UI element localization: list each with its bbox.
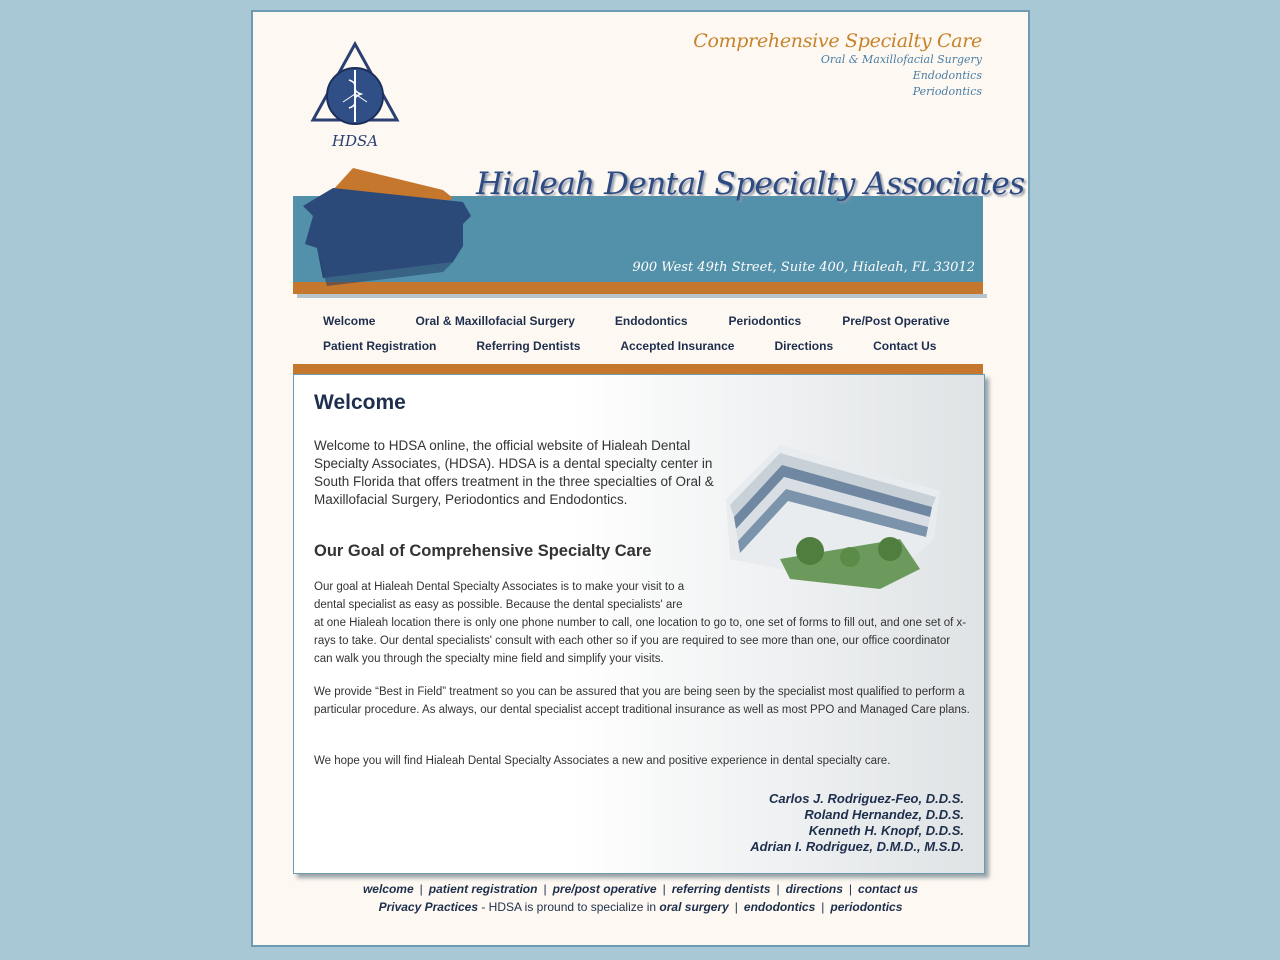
nav-welcome[interactable]: Welcome — [323, 313, 376, 328]
signature-2: Roland Hernandez, D.D.S. — [804, 807, 964, 822]
footer-link-privacy[interactable]: Privacy Practices — [378, 900, 478, 914]
signature-1: Carlos J. Rodriguez-Feo, D.D.S. — [768, 791, 964, 806]
footer-link-contact-us[interactable]: contact us — [858, 882, 919, 896]
footer-link-referring-dentists[interactable]: referring dentists — [671, 882, 771, 896]
goal-paragraph-rest: at one Hialeah location there is only one phone number to call, one location to go to, one set of forms to fill out, and one set of x-rays to take. Our dental specialists' consult with each other so if you are required to see more than one, our office coordinator can walk you through the specialty mine field and simplify your visits. — [314, 617, 967, 665]
signature-3: Kenneth H. Knopf, D.D.S. — [808, 823, 964, 838]
goal-paragraph — [314, 578, 970, 668]
signatures — [750, 791, 964, 855]
nav-periodontics[interactable]: Periodontics — [728, 313, 802, 328]
closing-paragraph: We hope you will find Hialeah Dental Specialty Associates a new and positive experience in dental specialty care. — [314, 755, 891, 767]
goal-heading: Our Goal of Comprehensive Specialty Care — [314, 542, 652, 560]
footer-link-endodontics[interactable]: endodontics — [743, 900, 816, 914]
specialty-endodontics: Endodontics — [912, 69, 982, 82]
footer-link-patient-registration[interactable]: patient registration — [428, 882, 538, 896]
content-panel — [293, 374, 985, 874]
footer-pround-text: - HDSA is pround to specialize in — [478, 900, 660, 914]
tagline: Comprehensive Specialty Care — [693, 30, 982, 52]
nav-directions[interactable]: Directions — [774, 338, 834, 353]
building-photo — [720, 439, 942, 595]
footer-row-1: welcome | patient registration | pre/post operative | referring dentists | directions | contact us — [362, 882, 919, 896]
footer-link-directions[interactable]: directions — [785, 882, 843, 896]
footer-link-oral-surgery[interactable]: oral surgery — [659, 900, 729, 914]
footer-link-periodontics[interactable]: periodontics — [830, 900, 903, 914]
tagline-block — [693, 30, 982, 100]
specialty-periodontics: Periodontics — [912, 85, 982, 98]
banner-shadow — [297, 294, 987, 298]
banner — [293, 166, 1025, 300]
nav-pre-post-operative[interactable]: Pre/Post Operative — [842, 313, 950, 328]
specialty-oral-surgery: Oral & Maxillofacial Surgery — [820, 53, 982, 66]
logo-text: HDSA — [331, 132, 379, 150]
intro-text: Welcome to HDSA online, the official website of Hialeah Dental Specialty Associates, (HDSA). HDSA is a dental specialty center in South Florida that offers treatment in the three specialties of Oral & Maxillofacial Surgery, Periodontics and Endodontics. — [314, 438, 714, 507]
banner-title: Hialeah Dental Specialty Associates — [476, 166, 1025, 202]
nav-referring-dentists[interactable]: Referring Dentists — [476, 338, 581, 353]
goal-paragraph-line-1: Our goal at Hialeah Dental Specialty Associates is to make your visit to a — [314, 581, 685, 593]
nav-contact-us[interactable]: Contact Us — [873, 338, 937, 353]
nav-row-2 — [323, 333, 963, 358]
nav-patient-registration[interactable]: Patient Registration — [323, 338, 437, 353]
main-nav — [323, 308, 963, 358]
nav-row-1 — [323, 308, 963, 333]
nav-oral-surgery[interactable]: Oral & Maxillofacial Surgery — [415, 313, 575, 328]
footer-link-welcome[interactable]: welcome — [362, 882, 414, 896]
building-silhouette-icon — [293, 166, 483, 286]
nav-endodontics[interactable]: Endodontics — [614, 313, 688, 328]
goal-paragraph-line-2: dental specialist as easy as possible. Because the dental specialists' are — [314, 599, 683, 611]
page-title: Welcome — [314, 391, 406, 414]
content-orange-strip — [293, 364, 983, 374]
nav-accepted-insurance[interactable]: Accepted Insurance — [620, 338, 735, 353]
page-container — [251, 10, 1030, 947]
footer-link-pre-post-operative[interactable]: pre/post operative — [552, 882, 657, 896]
address: 900 West 49th Street, Suite 400, Hialeah, FL 33012 — [632, 260, 975, 275]
footer — [253, 880, 1028, 916]
footer-row-2: Privacy Practices - HDSA is pround to specialize in oral surgery | endodontics | periodontics — [378, 900, 903, 914]
best-in-field-paragraph: We provide “Best in Field” treatment so you can be assured that you are being seen by the specialist most qualified to perform a particular procedure. As always, our dental specialist accept traditional insurance as well as most PPO and Managed Care plans. — [314, 686, 970, 716]
signature-4: Adrian I. Rodriguez, D.M.D., M.S.D. — [750, 839, 964, 854]
